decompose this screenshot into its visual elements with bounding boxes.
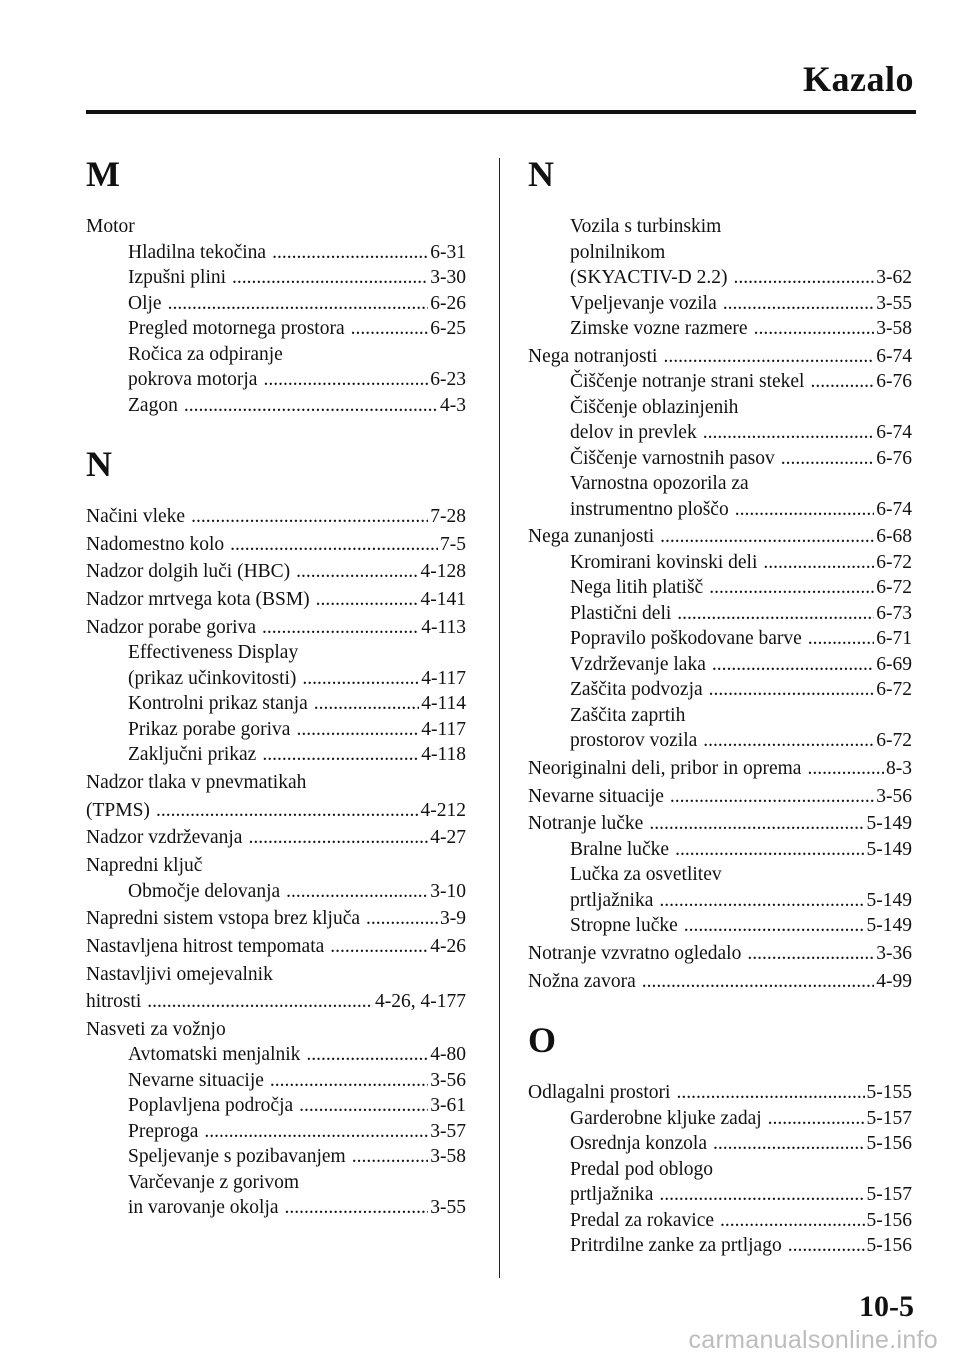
index-subentry [86, 291, 466, 317]
index-subentry [528, 601, 912, 627]
dot-leader [191, 504, 428, 530]
entry-page-ref: 4-3 [440, 394, 466, 416]
entry-page-ref: 4-80 [430, 1044, 466, 1066]
entry-page-ref: 6-26 [430, 292, 466, 314]
index-entry [86, 853, 466, 879]
entry-page-ref: 6-31 [430, 241, 466, 263]
entry-label: Pritrdilne zanke za prtljago [570, 1235, 782, 1257]
entry-label: Predal pod oblogo [570, 1158, 713, 1180]
dot-leader [659, 1182, 864, 1208]
entry-page-ref: 4-99 [876, 970, 912, 992]
index-subentry [86, 640, 466, 666]
entry-page-ref: 3-56 [876, 785, 912, 807]
index-subentry [86, 316, 466, 342]
entry-label: pokrova motorja [128, 369, 258, 390]
entry-label: Osrednja konzola [570, 1133, 707, 1155]
entry-page-ref: 4-212 [420, 799, 466, 821]
index-subentry [86, 1195, 466, 1221]
section-letter: N [528, 154, 554, 194]
index-subentry [528, 703, 912, 729]
index-subentry [86, 240, 466, 266]
dot-leader [270, 1068, 428, 1094]
index-subentry [528, 420, 912, 446]
dot-leader [204, 1119, 428, 1145]
dot-leader [713, 1131, 865, 1157]
dot-leader [263, 367, 428, 393]
entry-label: Hladilna tekočina [128, 241, 267, 263]
index-entry [86, 825, 466, 851]
index-subentry [528, 265, 912, 291]
index-entry [528, 524, 912, 550]
entry-page-ref: 6-72 [876, 730, 912, 752]
entry-page-ref: 5-157 [866, 1184, 912, 1206]
entry-label: Nadzor dolgih luči (HBC) [86, 561, 291, 583]
entry-page-ref: 6-76 [876, 447, 912, 469]
entry-label: Nevarne situacije [528, 785, 664, 807]
dot-leader [677, 601, 874, 627]
dot-leader [807, 756, 884, 782]
entry-label: Čiščenje varnostnih pasov [570, 447, 775, 469]
entry-page-ref: 4-27 [430, 827, 466, 849]
dot-leader [366, 906, 438, 932]
entry-label: prostorov vozila [570, 730, 698, 752]
entry-label: prtljažnika [570, 889, 654, 911]
index-subentry [86, 691, 466, 717]
entry-label: delov in prevlek [570, 422, 697, 444]
index-subentry [86, 1144, 466, 1170]
index-entry [86, 906, 466, 932]
entry-page-ref: 5-155 [866, 1082, 912, 1104]
entry-label: Napredni ključ [86, 855, 203, 876]
entry-label: Zimske vozne razmere [570, 318, 748, 339]
dot-leader [302, 666, 419, 692]
entry-label: Notranje lučke [528, 813, 644, 835]
entry-label: Speljevanje s pozibavanjem [128, 1146, 346, 1168]
entry-page-ref: 4-141 [420, 589, 466, 611]
watermark-text: carmanualsonline.info [688, 1326, 938, 1354]
entry-page-ref: 6-69 [876, 653, 912, 675]
dot-leader [676, 1080, 864, 1106]
section-letter: N [86, 444, 112, 484]
dot-leader [649, 811, 864, 837]
section-letter: M [86, 154, 120, 194]
dot-leader [670, 784, 874, 810]
dot-leader [703, 728, 874, 754]
index-subentry [86, 1170, 466, 1196]
entry-label: Pregled motornega prostora [128, 318, 345, 339]
index-subentry [528, 1233, 912, 1259]
entry-label: Poplavljena področja [128, 1095, 294, 1117]
entry-page-ref: 3-36 [876, 943, 912, 965]
entry-label: Nadzor vzdrževanja [86, 827, 243, 849]
dot-leader [272, 240, 428, 266]
entry-page-ref: 5-156 [866, 1209, 912, 1231]
entry-label: Nadzor mrtvega kota (BSM) [86, 589, 310, 611]
dot-leader [735, 497, 875, 523]
entry-label: Nevarne situacije [128, 1069, 264, 1091]
dot-leader [703, 420, 875, 446]
entry-page-ref: 3-58 [876, 318, 912, 339]
index-entry [528, 756, 912, 782]
index-entry [86, 559, 466, 585]
entry-page-ref: 8-3 [886, 758, 912, 780]
entry-page-ref: 4-26 [430, 935, 466, 957]
entry-page-ref: 6-25 [430, 318, 466, 339]
dot-leader [352, 1144, 429, 1170]
header-rule [86, 110, 916, 114]
index-subentry [528, 291, 912, 317]
entry-label: in varovanje okolja [128, 1197, 279, 1219]
dot-leader [230, 532, 438, 558]
dot-leader [675, 837, 864, 863]
dot-leader [262, 742, 419, 768]
index-column-right [528, 152, 912, 1259]
entry-label: Motor [86, 216, 135, 237]
dot-leader [768, 1106, 865, 1132]
entry-label: Zagon [128, 394, 178, 416]
entry-page-ref: 5-156 [866, 1235, 912, 1257]
dot-leader [351, 316, 429, 342]
index-entry [528, 941, 912, 967]
dot-leader [286, 879, 428, 905]
entry-label: Načini vleke [86, 506, 186, 527]
dot-leader [316, 587, 419, 613]
entry-label: Stropne lučke [570, 915, 678, 937]
entry-label: Zaključni prikaz [128, 744, 257, 766]
dot-leader [660, 524, 874, 550]
entry-label: Vpeljevanje vozila [570, 292, 717, 314]
entry-page-ref: 5-149 [866, 813, 912, 835]
entry-page-ref: 6-76 [876, 371, 912, 393]
entry-page-ref: 6-72 [876, 679, 912, 701]
entry-label: Effectiveness Display [128, 642, 299, 664]
entry-label: Olje [128, 292, 162, 314]
index-entry [86, 934, 466, 960]
dot-leader [788, 1233, 865, 1259]
index-subentry [86, 265, 466, 291]
entry-page-ref: 5-149 [866, 915, 912, 937]
dot-leader [147, 989, 373, 1015]
dot-leader [754, 316, 875, 342]
dot-leader [296, 559, 418, 585]
entry-page-ref: 7-28 [430, 506, 466, 527]
entry-page-ref: 5-156 [866, 1133, 912, 1155]
index-subentry [86, 666, 466, 692]
index-subentry [528, 913, 912, 939]
entry-label: Nega zunanjosti [528, 526, 655, 548]
index-subentry [86, 367, 466, 393]
index-subentry [528, 575, 912, 601]
entry-label: Čiščenje notranje strani stekel [570, 371, 805, 393]
index-entry [86, 532, 466, 558]
entry-label: Varnostna opozorila za [570, 473, 749, 495]
entry-page-ref: 4-26, 4-177 [375, 991, 466, 1013]
dot-leader [733, 265, 874, 291]
index-subentry [86, 1119, 466, 1145]
entry-label: Nasveti za vožnjo [86, 1018, 226, 1040]
index-entry [528, 344, 912, 370]
index-entry [86, 962, 466, 988]
dot-leader [232, 265, 428, 291]
entry-label: Vzdrževanje laka [570, 653, 706, 675]
entry-page-ref: 5-149 [866, 838, 912, 860]
entry-page-ref: 6-74 [876, 422, 912, 444]
entry-page-ref: 3-9 [440, 908, 466, 930]
entry-label: Nožna zavora [528, 970, 636, 992]
dot-leader [747, 941, 874, 967]
entry-label: Varčevanje z gorivom [128, 1171, 300, 1193]
entry-page-ref: 6-72 [876, 551, 912, 573]
dot-leader [299, 1093, 428, 1119]
page-number: 10-5 [859, 1290, 914, 1323]
index-entry [86, 798, 466, 824]
dot-leader [763, 550, 874, 576]
index-subentry [528, 550, 912, 576]
index-subentry [528, 369, 912, 395]
entry-page-ref: 3-56 [430, 1069, 466, 1091]
index-entry [86, 615, 466, 641]
dot-leader [168, 291, 429, 317]
index-entry [528, 784, 912, 810]
index-subentry [86, 879, 466, 905]
entry-page-ref: 6-72 [876, 577, 912, 599]
dot-leader [285, 1195, 429, 1221]
index-entry [86, 504, 466, 530]
dot-leader [330, 934, 428, 960]
index-subentry [528, 677, 912, 703]
entry-page-ref: 3-30 [430, 267, 466, 288]
entry-page-ref: 3-55 [876, 292, 912, 314]
entry-page-ref: 6-73 [876, 602, 912, 624]
index-subentry [528, 446, 912, 472]
entry-label: Neoriginalni deli, pribor in oprema [528, 758, 802, 780]
entry-page-ref: 5-149 [866, 889, 912, 911]
index-subentry [86, 1068, 466, 1094]
entry-page-ref: 5-157 [866, 1107, 912, 1129]
index-subentry [528, 240, 912, 266]
entry-label: Notranje vzvratno ogledalo [528, 943, 742, 965]
index-subentry [528, 1157, 912, 1183]
dot-leader [684, 913, 865, 939]
entry-page-ref: 6-71 [876, 628, 912, 650]
dot-leader [663, 344, 874, 370]
entry-label: Nadomestno kolo [86, 533, 225, 555]
index-entry [528, 1080, 912, 1106]
index-subentry [528, 728, 912, 754]
entry-page-ref: 3-61 [430, 1095, 466, 1117]
index-subentry [86, 1042, 466, 1068]
index-subentry [528, 1131, 912, 1157]
index-entry [528, 969, 912, 995]
column-divider [499, 158, 500, 1278]
index-subentry [86, 742, 466, 768]
entry-label: Zaščita podvozja [570, 679, 703, 701]
entry-label: Kromirani kovinski deli [570, 551, 758, 573]
dot-leader [306, 1042, 428, 1068]
dot-leader [720, 1208, 864, 1234]
dot-leader [296, 717, 419, 743]
entry-label: Prikaz porabe goriva [128, 718, 291, 740]
index-subentry [86, 342, 466, 368]
index-subentry [528, 1182, 912, 1208]
dot-leader [709, 677, 875, 703]
entry-label: Izpušni plini [128, 267, 227, 288]
dot-leader [781, 446, 875, 472]
dot-leader [723, 291, 875, 317]
entry-label: Nega notranjosti [528, 345, 658, 367]
entry-label: Preproga [128, 1120, 199, 1142]
entry-label: Vozila s turbinskim [570, 216, 722, 237]
entry-page-ref: 4-117 [421, 718, 466, 740]
dot-leader [810, 369, 874, 395]
entry-label: Garderobne kljuke zadaj [570, 1107, 762, 1129]
index-column-left [86, 152, 466, 1221]
entry-page-ref: 6-23 [430, 369, 466, 390]
entry-page-ref: 4-117 [421, 667, 466, 689]
index-subentry [528, 626, 912, 652]
index-subentry [528, 862, 912, 888]
entry-label: Čiščenje oblazinjenih [570, 396, 739, 418]
page-header-title: Kazalo [803, 59, 914, 99]
dot-leader [156, 798, 419, 824]
entry-page-ref: 3-58 [430, 1146, 466, 1168]
entry-page-ref: 6-74 [876, 345, 912, 367]
entry-label: Popravilo poškodovane barve [570, 628, 802, 650]
index-entry [86, 214, 466, 240]
index-subentry [528, 837, 912, 863]
index-subentry [528, 214, 912, 240]
entry-page-ref: 3-62 [876, 267, 912, 288]
entry-label: Nadzor tlaka v pnevmatikah [86, 771, 307, 793]
entry-label: Nega litih platišč [570, 577, 704, 599]
entry-page-ref: 4-113 [421, 616, 466, 638]
entry-label: Ročica za odpiranje [128, 343, 283, 365]
dot-leader [248, 825, 428, 851]
index-subentry [528, 1208, 912, 1234]
dot-leader [184, 393, 438, 419]
entry-label: Nastavljivi omejevalnik [86, 963, 273, 985]
entry-label: Območje delovanja [128, 880, 281, 902]
entry-label: Zaščita zaprtih [570, 704, 686, 726]
dot-leader [262, 615, 419, 641]
entry-label: Napredni sistem vstopa brez ključa [86, 908, 360, 930]
index-entry [86, 770, 466, 796]
entry-label: (prikaz učinkovitosti) [128, 667, 297, 689]
section-letter: O [528, 1020, 557, 1061]
entry-label: Kontrolni prikaz stanja [128, 693, 308, 715]
index-entry [86, 989, 466, 1015]
index-subentry [86, 717, 466, 743]
dot-leader [642, 969, 875, 995]
index-subentry [528, 497, 912, 523]
index-entry [528, 811, 912, 837]
entry-page-ref: 6-68 [876, 526, 912, 548]
entry-page-ref: 6-74 [876, 498, 912, 520]
entry-label: (SKYACTIV-D 2.2) [570, 267, 728, 288]
index-subentry [528, 1106, 912, 1132]
dot-leader [709, 575, 874, 601]
index-subentry [528, 888, 912, 914]
entry-label: Nadzor porabe goriva [86, 616, 257, 638]
dot-leader [314, 691, 419, 717]
entry-page-ref: 3-10 [430, 880, 466, 902]
index-subentry [528, 316, 912, 342]
entry-page-ref: 4-118 [421, 744, 466, 766]
index-subentry [86, 393, 466, 419]
entry-label: hitrosti [86, 991, 142, 1013]
entry-label: prtljažnika [570, 1184, 654, 1206]
entry-page-ref: 7-5 [440, 533, 466, 555]
index-subentry [528, 395, 912, 421]
entry-label: Predal za rokavice [570, 1209, 715, 1231]
entry-label: Plastični deli [570, 602, 672, 624]
entry-page-ref: 3-57 [430, 1120, 466, 1142]
dot-leader [712, 652, 874, 678]
entry-label: Bralne lučke [570, 838, 670, 860]
entry-label: Lučka za osvetlitev [570, 864, 722, 886]
dot-leader [808, 626, 874, 652]
entry-label: Avtomatski menjalnik [128, 1044, 301, 1066]
index-subentry [528, 652, 912, 678]
entry-page-ref: 4-128 [420, 561, 466, 583]
entry-page-ref: 4-114 [421, 693, 466, 715]
entry-page-ref: 3-55 [430, 1197, 466, 1219]
dot-leader [659, 888, 864, 914]
entry-label: polnilnikom [570, 241, 666, 263]
index-subentry [86, 1093, 466, 1119]
index-entry [86, 587, 466, 613]
entry-label: Nastavljena hitrost tempomata [86, 935, 325, 957]
index-entry [86, 1017, 466, 1043]
index-subentry [528, 471, 912, 497]
entry-label: (TPMS) [86, 799, 150, 821]
entry-label: Odlagalni prostori [528, 1082, 671, 1104]
entry-label: instrumentno ploščo [570, 498, 729, 520]
